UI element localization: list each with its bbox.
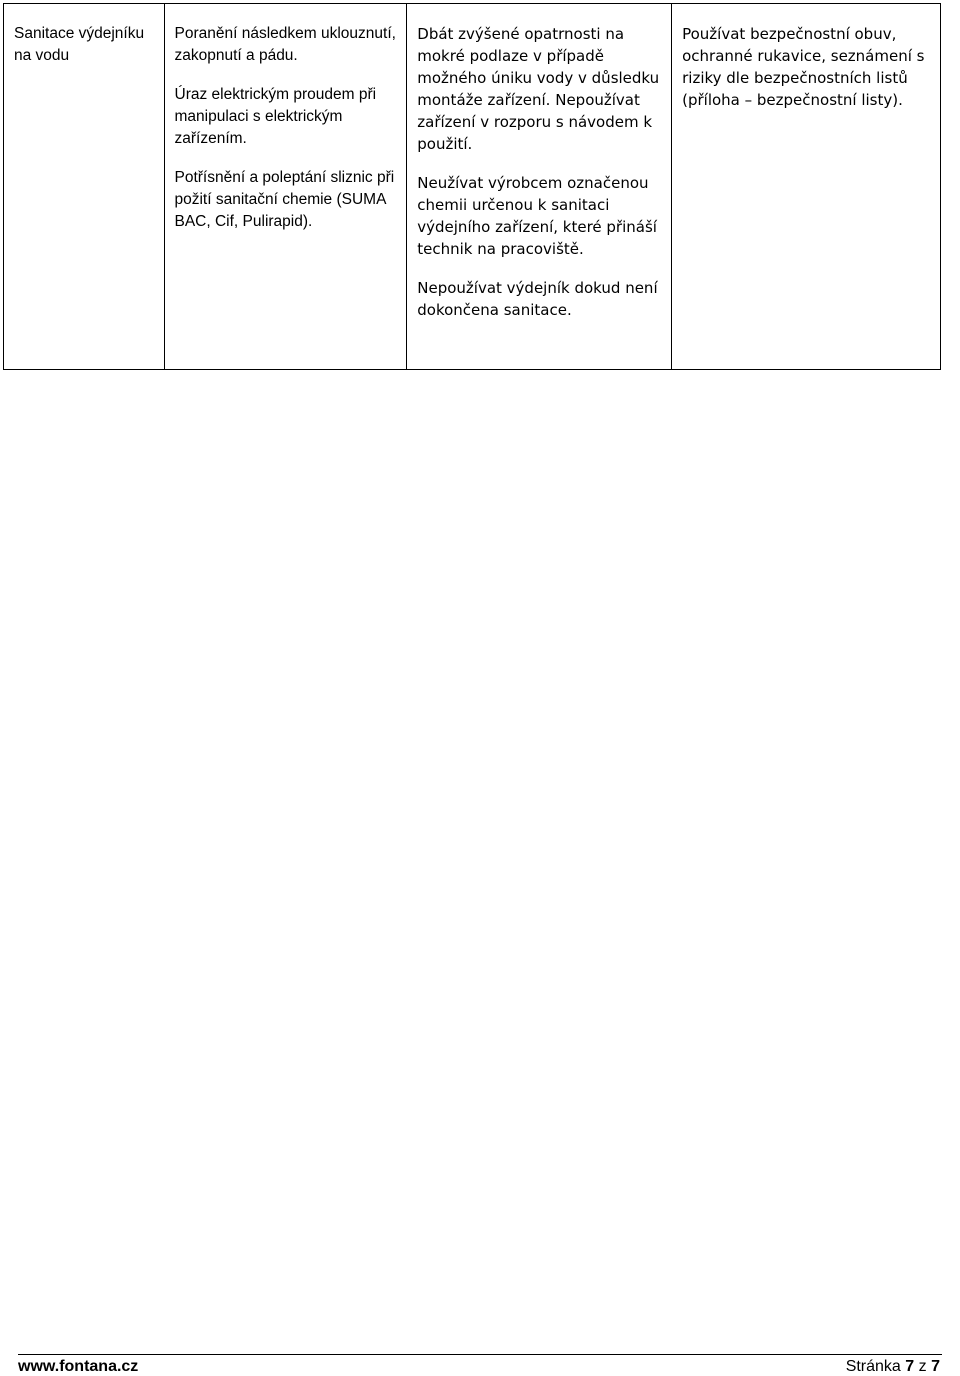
measures-cell [407, 4, 672, 370]
page-total: 7 [931, 1358, 940, 1375]
hazards-cell [164, 4, 407, 370]
footer-website-link[interactable]: www.fontana.cz [18, 1358, 139, 1375]
page-number [846, 1358, 940, 1376]
activity-cell [4, 4, 165, 370]
measure-item: Neužívat výrobcem označenou chemii určenou k sanitaci výdejního zařízení, které přináší technik na pracoviště. [417, 174, 657, 258]
footer-divider [18, 1354, 942, 1355]
hazard-item: Poranění následkem uklouznutí, zakopnutí a pádu. [174, 25, 396, 64]
page-current: 7 [905, 1358, 915, 1375]
protection-text: Používat bezpečnostní obuv, ochranné rukavice, seznámení s riziky dle bezpečnostních listů (příloha – bezpečnostní listy). [682, 25, 925, 109]
measure-item: Nepoužívat výdejník dokud není dokončena sanitace. [417, 279, 658, 319]
measure-item: Dbát zvýšené opatrnosti na mokré podlaze v případě možného úniku vody v důsledku montáže zařízení. Nepoužívat zařízení v rozporu s návodem k použití. [417, 25, 660, 153]
risk-table [3, 3, 941, 370]
activity-text: Sanitace výdejníku na vodu [14, 25, 145, 64]
protection-cell [672, 4, 941, 370]
hazard-item: Potřísnění a poleptání sliznic při požití sanitační chemie (SUMA BAC, Cif, Pulirapid). [174, 169, 395, 230]
page-of: z [918, 1358, 927, 1375]
table-row [4, 4, 941, 370]
page-label: Stránka [845, 1358, 901, 1375]
hazard-item: Úraz elektrickým proudem při manipulaci s elektrickým zařízením. [174, 86, 377, 147]
